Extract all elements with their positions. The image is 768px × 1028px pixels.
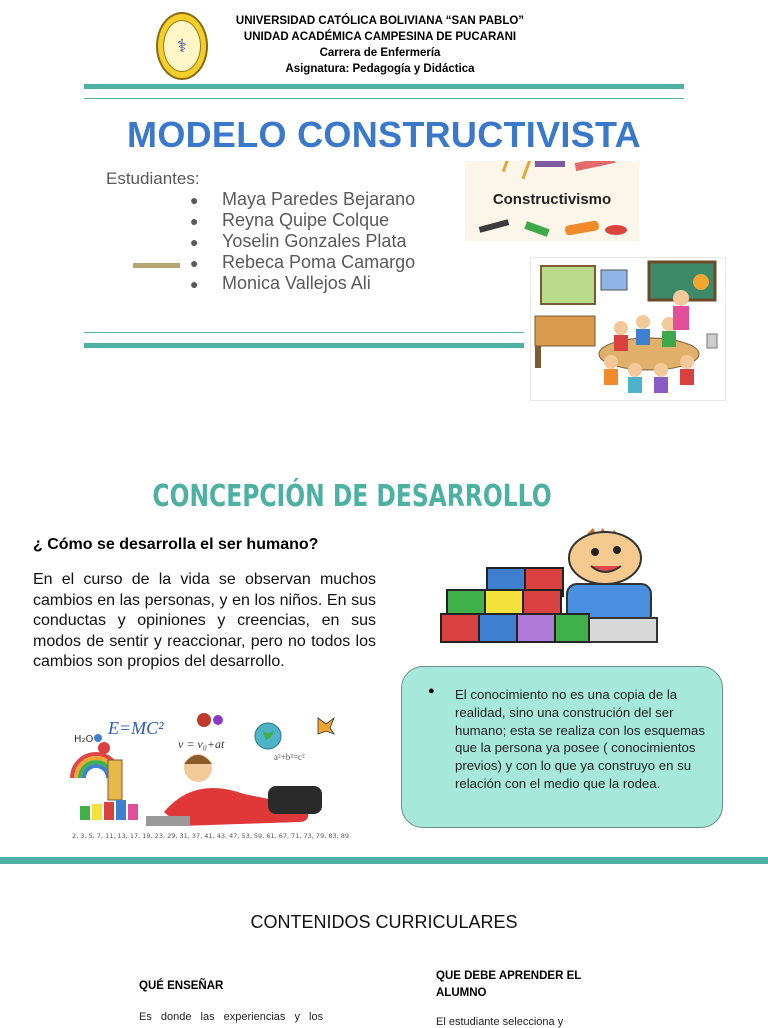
formula-text: E=MC² <box>108 718 164 738</box>
note-box <box>401 666 723 828</box>
header-unit: UNIDAD ACADÉMICA CAMPESINA DE PUCARANI <box>243 31 517 43</box>
section-paragraph: En el curso de la vida se observan muchos cambios en las personas, y en los niños. En sus conductas y opiniones y creencias, en sus modos de sentir y reaccionar, pero no todos los cambios son propios del desarrollo. <box>33 571 376 670</box>
constructivismo-image <box>465 161 639 241</box>
list-item: ● Yoselin Gonzales Plata <box>190 231 407 251</box>
prime-numbers: 2, 3, 5, 7, 11, 13, 17, 19, 23, 29, 31, 37, 41, 43, 47, 53, 59, 61, 67, 71, 73, 79, 83, 89 <box>72 832 350 840</box>
header-subject: Asignatura: Pedagogía y Didáctica <box>285 63 475 75</box>
header-career: Carrera de Enfermería <box>319 47 441 59</box>
list-item: ● Rebeca Poma Camargo <box>190 252 416 272</box>
student-name: Rebeca Poma Camargo <box>222 252 416 272</box>
left-text: Es donde las experiencias y los <box>139 1011 324 1023</box>
student-name: Monica Vallejos Ali <box>222 273 371 293</box>
students-list <box>190 189 415 294</box>
constructivismo-label: Constructivismo <box>492 191 612 208</box>
left-heading: QUÉ ENSEÑAR <box>139 980 224 992</box>
seal-emblem: ⚕ <box>163 20 201 72</box>
contenidos-heading: CONTENIDOS CURRICULARES <box>250 912 518 932</box>
student-name: Maya Paredes Bejarano <box>222 189 416 209</box>
university-seal-icon <box>156 12 208 80</box>
page-title: MODELO CONSTRUCTIVISTA <box>127 114 641 155</box>
list-item: ● Monica Vallejos Ali <box>190 273 371 293</box>
header-thin-rule <box>84 98 684 99</box>
list-item: ● Reyna Quipe Colque <box>190 210 390 230</box>
formula-pythagoras: a²+b²=c² <box>274 752 305 762</box>
formula-velocity: v = v₀+at <box>178 737 225 751</box>
science-child-illustration <box>68 708 350 846</box>
list-item: ● Maya Paredes Bejarano <box>190 189 416 209</box>
student-name: Reyna Quipe Colque <box>222 210 390 230</box>
svg-text:H₂O: H₂O <box>74 734 94 745</box>
right-heading: QUE DEBE APRENDER EL ALUMNO <box>436 970 582 999</box>
classroom-illustration <box>530 257 726 401</box>
section-divider <box>0 857 768 864</box>
child-blocks-illustration <box>437 528 659 646</box>
header-university: UNIVERSIDAD CATÓLICA BOLIVIANA “SAN PABLO” <box>235 15 525 27</box>
section-heading-concepcion: CONCEPCIÓN DE DESARROLLO <box>152 479 552 514</box>
right-text: El estudiante selecciona y <box>436 1016 564 1028</box>
bullet: ● <box>428 685 435 697</box>
accent-bar <box>133 263 180 268</box>
note-text: El conocimiento no es una copia de la realidad, sino una construción del ser humano; esta se realiza con los esquemas que la persona ya posee ( conocimientos previos) y con lo que ya construyo en su relación con el medio que la rodea. <box>455 687 705 791</box>
student-name: Yoselin Gonzales Plata <box>222 231 407 251</box>
divider-thin <box>84 332 524 333</box>
header-rule <box>84 84 684 89</box>
section-question: ¿ Cómo se desarrolla el ser humano? <box>33 536 319 553</box>
students-label: Estudiantes: <box>106 169 200 188</box>
divider-thick <box>84 343 524 348</box>
